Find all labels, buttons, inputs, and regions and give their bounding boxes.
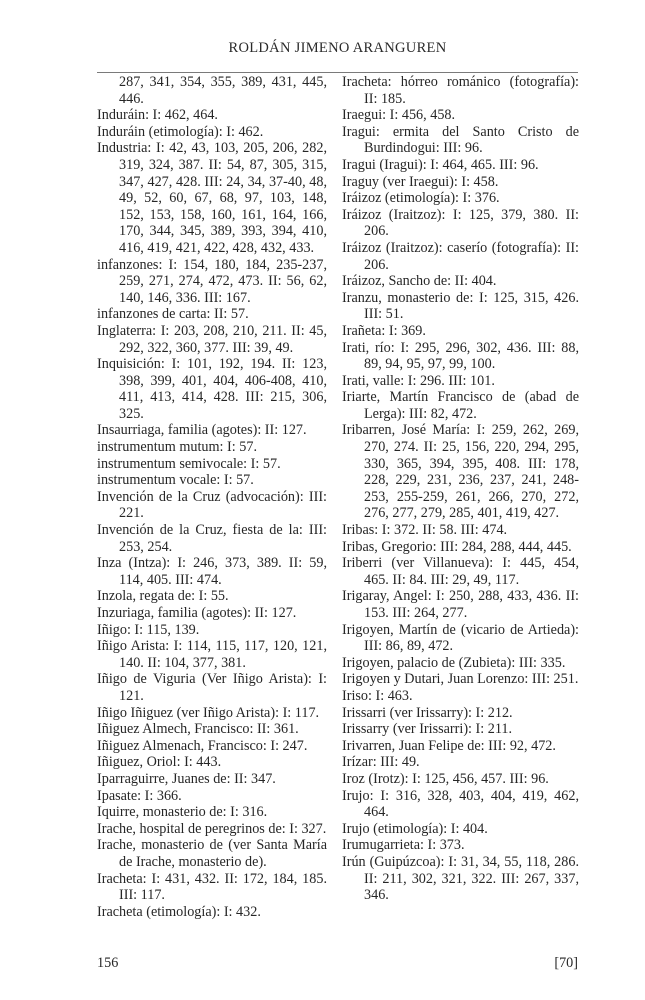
index-entry: Iñiguez, Oriol: I: 443. [97, 754, 222, 771]
index-entry: Iparraguirre, Juanes de: II: 347. [97, 770, 276, 787]
index-entry: Irigoyen, palacio de (Zubieta): III: 335. [342, 654, 566, 671]
index-entry: Insaurriaga, familia (agotes): II: 127. [97, 422, 307, 439]
index-entry: Iñigo de Viguria (Ver Iñigo Arista): I: 121. [97, 671, 327, 704]
index-entry: Iraegui: I: 456, 458. [342, 107, 456, 124]
index-entry: Iranzu, monasterio de: I: 125, 315, 426. III: 51. [342, 289, 579, 323]
index-entry: Iracheta: hórreo románico (fotografía): II: 185. [342, 74, 579, 107]
index-entry-continuation: 287, 341, 354, 355, 389, 431, 445, 446. [119, 74, 327, 107]
page-number: 156 [97, 955, 119, 971]
index-entry: Iquirre, monasterio de: I: 316. [97, 804, 268, 821]
index-entry: Iribas, Gregorio: III: 284, 288, 444, 445. [342, 538, 572, 555]
index-entry: instrumentum mutum: I: 57. [97, 439, 257, 456]
index-entry: Iñiguez Almech, Francisco: II: 361. [97, 721, 299, 738]
index-entry: Irigoyen y Dutari, Juan Lorenzo: III: 251. [342, 671, 579, 688]
index-column-left [97, 74, 327, 920]
index-entry: Iñiguez Almenach, Francisco: I: 247. [97, 737, 308, 754]
index-entry: Inza (Intza): I: 246, 373, 389. II: 59, 114, 405. III: 474. [97, 555, 327, 588]
index-entry: Irissarry (ver Irissarri): I: 211. [342, 721, 513, 738]
index-entry: Iragui (Iragui): I: 464, 465. III: 96. [342, 156, 539, 173]
index-entry: infanzones: I: 154, 180, 184, 235-237, 259, 271, 274, 472, 473. II: 56, 62, 140, 146, 336. III: 167. [97, 256, 327, 306]
index-entry: Inglaterra: I: 203, 208, 210, 211. II: 45, 292, 322, 360, 377. III: 39, 49. [97, 322, 327, 356]
index-entry: Irún (Guipúzcoa): I: 31, 34, 55, 118, 286. II: 211, 302, 321, 322. III: 267, 337, 346. [342, 853, 579, 904]
index-entry: Irivarren, Juan Felipe de: III: 92, 472. [342, 737, 556, 754]
index-entry: Ipasate: I: 366. [97, 787, 182, 804]
index-entry: Irissarri (ver Irissarry): I: 212. [342, 704, 513, 721]
index-entry: instrumentum vocale: I: 57. [97, 472, 254, 489]
index-entry: Irati, valle: I: 296. III: 101. [342, 372, 495, 389]
index-entry: Irigoyen, Martín de (vicario de Artieda): III: 86, 89, 472. [342, 621, 579, 655]
index-entry: Iriarte, Martín Francisco de (abad de Lerga): III: 82, 472. [342, 389, 579, 422]
index-entry: Invención de la Cruz, fiesta de la: III: 253, 254. [97, 522, 327, 555]
index-column-right [342, 74, 579, 904]
index-entry: Iroz (Irotz): I: 125, 456, 457. III: 96. [342, 770, 549, 787]
index-entry: Iracheta (etimología): I: 432. [97, 903, 261, 920]
index-entry: Irujo: I: 316, 328, 403, 404, 419, 462, 464. [342, 787, 579, 821]
index-entry: Iracheta: I: 431, 432. II: 172, 184, 185. III: 117. [97, 870, 327, 904]
index-entry: Inquisición: I: 101, 192, 194. II: 123, 398, 399, 401, 404, 406-408, 410, 411, 413, 414, 428. III: 215, 306, 325. [97, 356, 327, 422]
index-entry: Irumugarrieta: I: 373. [342, 837, 465, 854]
index-entry: Irigaray, Angel: I: 250, 288, 433, 436. II: 153. III: 264, 277. [342, 588, 579, 621]
index-entry: Industria: I: 42, 43, 103, 205, 206, 282, 319, 324, 387. II: 54, 87, 305, 315, 347, 427, 428. III: 24, 34, 37-40, 48, 49, 52, 60, 67, 68, 97, 103, 148, 152, 153, 158, 160, 161, 164, 166, 170, 344, 345, 389, 393, 394, 410, 416, 419, 421, 422, 428, 432, 433. [97, 140, 327, 256]
index-entry: Iragui: ermita del Santo Cristo de Burdindogui: III: 96. [342, 123, 579, 157]
index-entry: Iñigo Arista: I: 114, 115, 117, 120, 121, 140. II: 104, 377, 381. [97, 638, 327, 671]
index-entry: Irujo (etimología): I: 404. [342, 820, 488, 837]
index-entry: Iraguy (ver Iraegui): I: 458. [342, 173, 499, 190]
index-entry: Iriso: I: 463. [342, 687, 413, 704]
index-entry: Iribarren, José María: I: 259, 262, 269, 270, 274. II: 25, 156, 220, 294, 295, 330, 365, 394, 395, 408. III: 178, 228, 229, 231, 236, 237, 241, 248-253, 255-259, 261, 266, 270, 272, 276, 277, 279, 285, 401, 419, 427. [342, 422, 579, 522]
bracket-page-number: [70] [554, 955, 578, 971]
header-rule [97, 72, 578, 73]
index-entry: Induráin: I: 462, 464. [97, 107, 218, 124]
index-entry: Iráizoz (Iraitzoz): I: 125, 379, 380. II: 206. [342, 206, 579, 240]
index-entry: Irache, hospital de peregrinos de: I: 327. [97, 820, 327, 837]
running-head-title: ROLDÁN JIMENO ARANGUREN [228, 40, 447, 56]
index-entry: Iráizoz (Iraitzoz): caserío (fotografía): II: 206. [342, 239, 579, 273]
index-entry: Inzuriaga, familia (agotes): II: 127. [97, 605, 297, 621]
index-entry: Invención de la Cruz (advocación): III: 221. [97, 488, 327, 522]
index-entry: Induráin (etimología): I: 462. [97, 123, 264, 140]
index-entry: instrumentum semivocale: I: 57. [97, 455, 281, 472]
index-entry: infanzones de carta: II: 57. [97, 306, 249, 323]
index-entry: Iribas: I: 372. II: 58. III: 474. [342, 522, 508, 539]
index-entry: Irache, monasterio de (ver Santa María de Irache, monasterio de). [97, 837, 327, 870]
index-entry: Iráizoz (etimología): I: 376. [342, 190, 500, 207]
index-entry: Iráizoz, Sancho de: II: 404. [342, 273, 497, 290]
index-entry: Irati, río: I: 295, 296, 302, 436. III: 88, 89, 94, 95, 97, 99, 100. [342, 339, 579, 373]
index-entry: Inzola, regata de: I: 55. [97, 588, 229, 605]
index-entry: Iñigo Iñiguez (ver Iñigo Arista): I: 117. [97, 704, 320, 721]
index-entry: Irañeta: I: 369. [342, 322, 426, 339]
index-entry: Iriberri (ver Villanueva): I: 445, 454, 465. II: 84. III: 29, 49, 117. [342, 555, 579, 588]
index-entry: Iñigo: I: 115, 139. [97, 621, 200, 638]
index-entry: Irízar: III: 49. [342, 754, 420, 771]
